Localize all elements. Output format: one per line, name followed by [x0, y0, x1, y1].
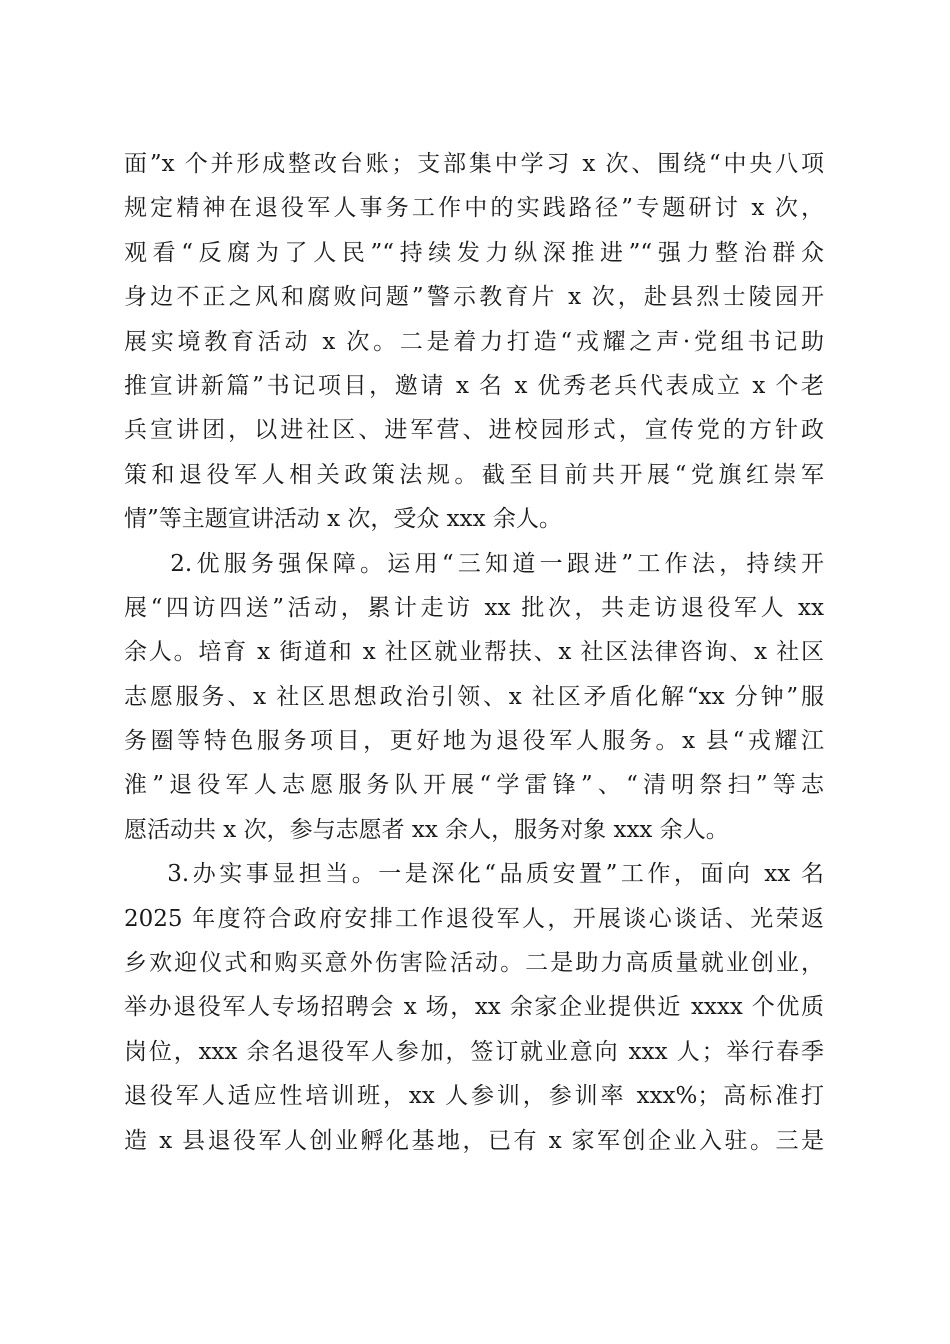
text-line: 规定精神在退役军人事务工作中的实践路径”专题研讨 x 次， [124, 195, 824, 222]
text-line: 展实境教育活动 x 次。二是着力打造“戎耀之声·党组书记助 [124, 328, 824, 355]
text-line: 2.优服务强保障。运用“三知道一跟进”工作法，持续开 [124, 550, 824, 577]
text-line: 淮”退役军人志愿服务队开展“学雷锋”、“清明祭扫”等志 [124, 772, 824, 799]
paragraph-continuation [124, 142, 824, 542]
text-line: 策和退役军人相关政策法规。截至目前共开展“党旗红崇军 [124, 461, 824, 488]
paragraph-service-guarantee [124, 542, 824, 853]
text-line: 务圈等特色服务项目，更好地为退役军人服务。x 县“戎耀江 [124, 728, 824, 755]
text-line: 愿活动共 x 次，参与志愿者 xx 余人，服务对象 xxx 余人。 [124, 816, 729, 843]
text-line: 退役军人适应性培训班，xx 人参训，参训率 xxx%；高标准打 [124, 1083, 824, 1110]
text-line: 观看“反腐为了人民”“持续发力纵深推进”“强力整治群众 [124, 239, 824, 266]
text-line: 2025 年度符合政府安排工作退役军人，开展谈心谈话、光荣返 [124, 905, 824, 932]
text-line: 展“四访四送”活动，累计走访 xx 批次，共走访退役军人 xx [124, 594, 824, 621]
text-line: 举办退役军人专场招聘会 x 场，xx 余家企业提供近 xxxx 个优质 [124, 994, 824, 1021]
text-line: 岗位，xxx 余名退役军人参加，签订就业意向 xxx 人；举行春季 [124, 1038, 824, 1065]
text-line: 情”等主题宣讲活动 x 次，受众 xxx 余人。 [124, 506, 562, 533]
text-line: 推宣讲新篇”书记项目，邀请 x 名 x 优秀老兵代表成立 x 个老 [124, 372, 824, 399]
text-line: 余人。培育 x 街道和 x 社区就业帮扶、x 社区法律咨询、x 社区 [124, 639, 824, 666]
text-line: 乡欢迎仪式和购买意外伤害险活动。二是助力高质量就业创业， [124, 950, 824, 977]
text-line: 面”x 个并形成整改台账；支部集中学习 x 次、围绕“中央八项 [124, 151, 824, 177]
document-body [124, 142, 824, 1163]
text-line: 3.办实事显担当。一是深化“品质安置”工作，面向 xx 名 [124, 861, 824, 888]
paragraph-practical-affairs [124, 852, 824, 1163]
text-line: 志愿服务、x 社区思想政治引领、x 社区矛盾化解“xx 分钟”服 [124, 683, 824, 710]
text-line: 造 x 县退役军人创业孵化基地，已有 x 家军创企业入驻。三是 [124, 1127, 824, 1154]
text-line: 兵宣讲团，以进社区、进军营、进校园形式，宣传党的方针政 [124, 417, 824, 444]
text-line: 身边不正之风和腐败问题”警示教育片 x 次，赴县烈士陵园开 [124, 284, 824, 311]
